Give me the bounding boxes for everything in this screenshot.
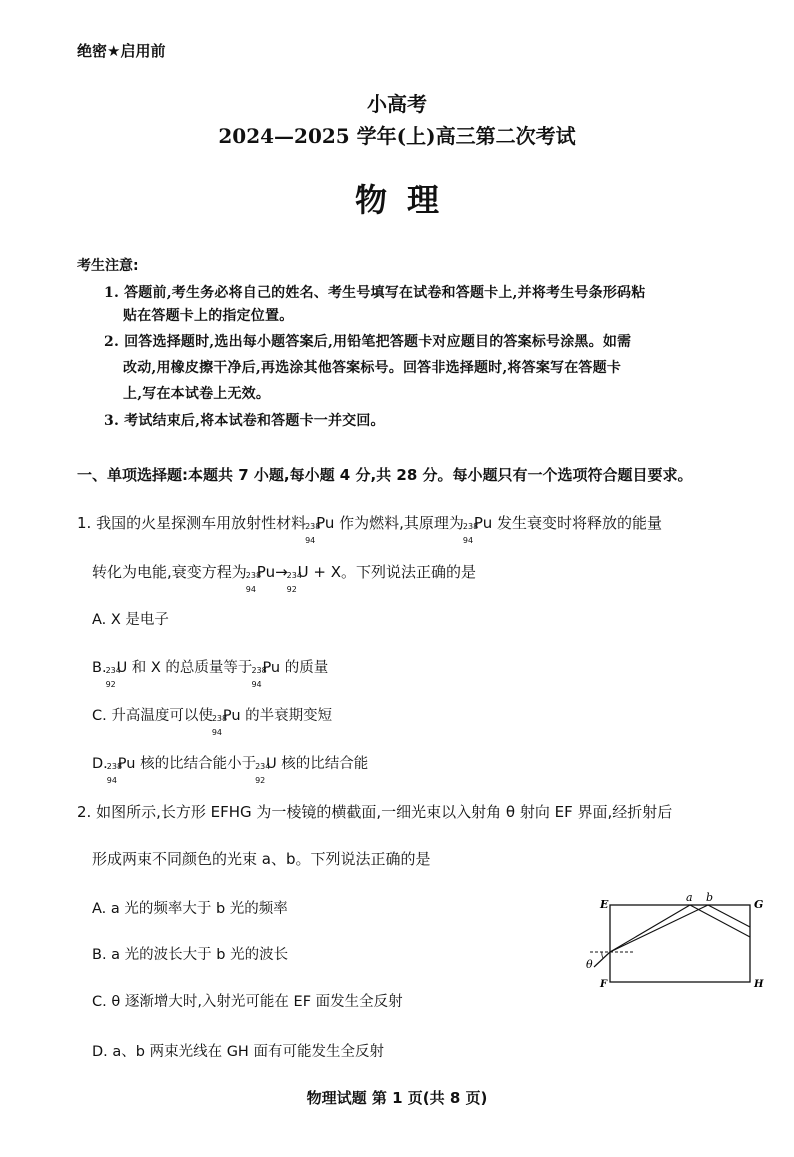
confidential-label: 绝密★启用前 bbox=[77, 42, 166, 60]
notice-line: 1. 答题前,考生务必将自己的姓名、考生号填写在试卷和答题卡上,并将考生号条形码粘 bbox=[104, 285, 646, 301]
q2-option-b: B. a 光的波长大于 b 光的波长 bbox=[92, 947, 289, 963]
reflected-ray-b bbox=[708, 905, 750, 927]
label-h: H bbox=[754, 979, 764, 990]
label-g: G bbox=[754, 898, 764, 911]
exam-title: 2024—2025 学年(上)高三第二次考试 bbox=[218, 124, 576, 148]
exam-series-title: 小高考 bbox=[367, 92, 427, 116]
q1-stem-line2: 转化为电能,衰变方程为 238 94 Pu→ 234 92 U + X。下列说法正确的是 bbox=[92, 563, 477, 594]
q2-stem-line2: 形成两束不同颜色的光束 a、b。下列说法正确的是 bbox=[92, 850, 431, 868]
label-b: b bbox=[706, 891, 714, 904]
q2-stem-line1: 2. 如图所示,长方形 EFHG 为一棱镜的横截面,一细光束以入射角 θ 射向 EF 界面,经折射后 bbox=[77, 803, 673, 821]
notice-title: 考生注意: bbox=[77, 258, 139, 274]
q1-option-c: C. 升高温度可以使 238 94 Pu 的半衰期变短 bbox=[92, 708, 333, 737]
notice-line: 3. 考试结束后,将本试卷和答题卡一并交回。 bbox=[104, 413, 385, 429]
label-theta: θ bbox=[586, 958, 593, 971]
q1-option-a: A. X 是电子 bbox=[92, 612, 169, 628]
q2-option-d: D. a、b 两束光线在 GH 面有可能发生全反射 bbox=[92, 1044, 384, 1060]
subject-title: 物理 bbox=[354, 181, 459, 219]
q2-option-a: A. a 光的频率大于 b 光的频率 bbox=[92, 901, 288, 917]
notice-line: 贴在答题卡上的指定位置。 bbox=[123, 308, 294, 324]
section-heading: 一、单项选择题:本题共 7 小题,每小题 4 分,共 28 分。每小题只有一个选项符合题目要求。 bbox=[77, 466, 693, 484]
ray-b bbox=[610, 905, 708, 952]
page-footer: 物理试题 第 1 页(共 8 页) bbox=[306, 1089, 488, 1107]
notice-line: 改动,用橡皮擦干净后,再选涂其他答案标号。回答非选择题时,将答案写在答题卡 bbox=[123, 360, 622, 376]
q1-option-b: B. 234 92 U 和 X 的总质量等于 238 94 Pu 的质量 bbox=[92, 660, 329, 689]
reflected-ray-a bbox=[690, 905, 750, 937]
label-f: F bbox=[600, 979, 608, 990]
q2-option-c: C. θ 逐渐增大时,入射光可能在 EF 面发生全反射 bbox=[92, 994, 403, 1010]
label-a: a bbox=[686, 891, 693, 904]
q1-option-d: D. 238 94 Pu 核的比结合能小于 234 92 U 核的比结合能 bbox=[92, 756, 369, 785]
notice-line: 上,写在本试卷上无效。 bbox=[123, 386, 271, 402]
prism-diagram bbox=[580, 890, 770, 1000]
notice-line: 2. 回答选择题时,选出每小题答案后,用铅笔把答题卡对应题目的答案标号涂黑。如需 bbox=[104, 334, 632, 350]
q1-stem-line1: 1. 我国的火星探测车用放射性材料 238 94 Pu 作为燃料,其原理为 238 94 Pu 发生衰变时将释放的能量 bbox=[77, 514, 662, 545]
angle-arc bbox=[602, 952, 603, 958]
ray-a bbox=[610, 905, 690, 952]
label-e: E bbox=[600, 898, 609, 911]
